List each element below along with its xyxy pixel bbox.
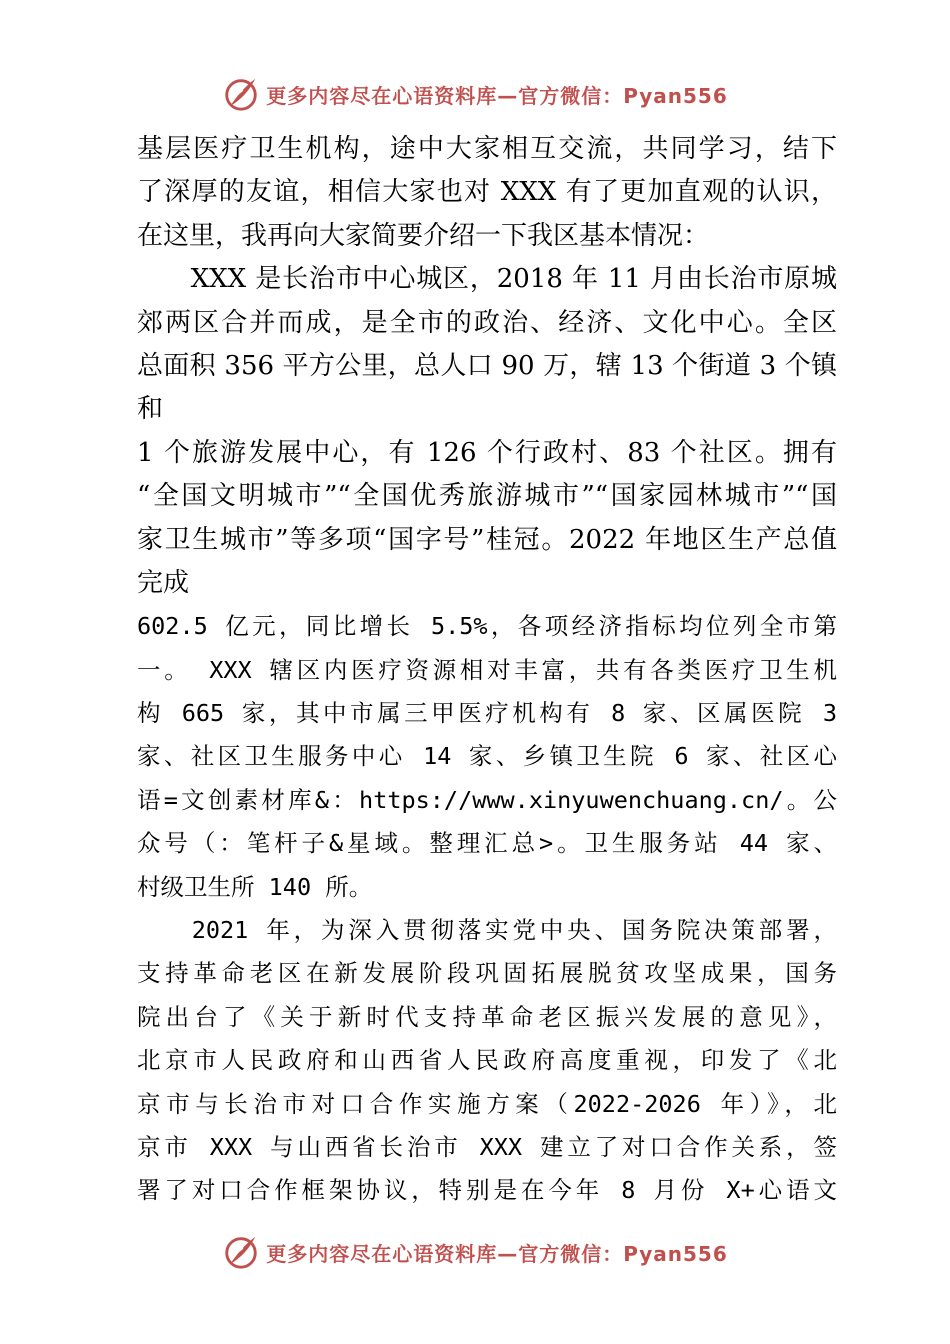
document-body bbox=[137, 128, 837, 1213]
text-line: 家卫生城市”等多项“国字号”桂冠。2022 年地区生产总值 bbox=[137, 524, 837, 555]
text-line: 总面积 356 平方公里，总人口 90 万，辖 13 个街道 3 个镇 bbox=[137, 350, 837, 381]
text-line: 郊两区合并而成，是全市的政治、经济、文化中心。全区 bbox=[137, 307, 837, 338]
text-line: 和 bbox=[137, 394, 164, 425]
text-line: 2021 年，为深入贯彻落实党中央、国务院决策部署， bbox=[137, 916, 837, 945]
text-line: 了深厚的友谊，相信大家也对 XXX 有了更加直观的认识， bbox=[137, 177, 837, 208]
text-line: 1 个旅游发展中心，有 126 个行政村、83 个社区。拥有 bbox=[137, 437, 837, 468]
text-line: XXX 是长治市中心城区，2018 年 11 月由长治市原城 bbox=[137, 264, 837, 295]
text-line: 京市与长治市对口合作实施方案（2022-2026 年）》，北 bbox=[137, 1089, 837, 1118]
text-line: 基层医疗卫生机构，途中大家相互交流，共同学习，结下 bbox=[137, 134, 837, 164]
quill-pen-logo-icon bbox=[222, 1233, 260, 1271]
quill-pen-logo-icon bbox=[222, 75, 260, 113]
text-line: 院出台了《关于新时代支持革命老区振兴发展的意见》， bbox=[137, 1002, 837, 1031]
text-line: 构 665 家，其中市属三甲医疗机构有 8 家、区属医院 3 bbox=[137, 699, 837, 728]
text-line: 语=文创素材库&：https://www.xinyuwenchuang.cn/。公 bbox=[137, 785, 837, 814]
text-line: 一。 XXX 辖区内医疗资源相对丰富，共有各类医疗卫生机 bbox=[137, 655, 837, 684]
text-line: 村级卫生所 140 所。 bbox=[137, 872, 373, 901]
text-line: 众号（：笔杆子&星域。整理汇总>。卫生服务站 44 家、 bbox=[137, 829, 837, 858]
text-line: 署了对口合作框架协议，特别是在今年 8 月份 X+心语文 bbox=[137, 1176, 837, 1205]
header-banner-text: 更多内容尽在心语资料库—官方微信：Pyan556 bbox=[266, 83, 728, 108]
text-line: 京市 XXX 与山西省长治市 XXX 建立了对口合作关系，签 bbox=[137, 1132, 837, 1161]
header-banner bbox=[0, 74, 950, 114]
footer-banner bbox=[0, 1232, 950, 1272]
text-line: “全国文明城市”“全国优秀旅游城市”“国家园林城市”“国 bbox=[137, 481, 837, 512]
text-line: 在这里，我再向大家简要介绍一下我区基本情况： bbox=[137, 220, 710, 251]
text-line: 家、社区卫生服务中心 14 家、乡镇卫生院 6 家、社区心 bbox=[137, 742, 837, 771]
text-line: 完成 bbox=[137, 567, 190, 598]
text-line: 602.5 亿元，同比增长 5.5%，各项经济指标均位列全市第 bbox=[137, 612, 837, 641]
footer-banner-text: 更多内容尽在心语资料库—官方微信：Pyan556 bbox=[266, 1241, 728, 1266]
text-line: 北京市人民政府和山西省人民政府高度重视，印发了《北 bbox=[137, 1046, 837, 1075]
text-line: 支持革命老区在新发展阶段巩固拓展脱贫攻坚成果，国务 bbox=[137, 959, 837, 988]
